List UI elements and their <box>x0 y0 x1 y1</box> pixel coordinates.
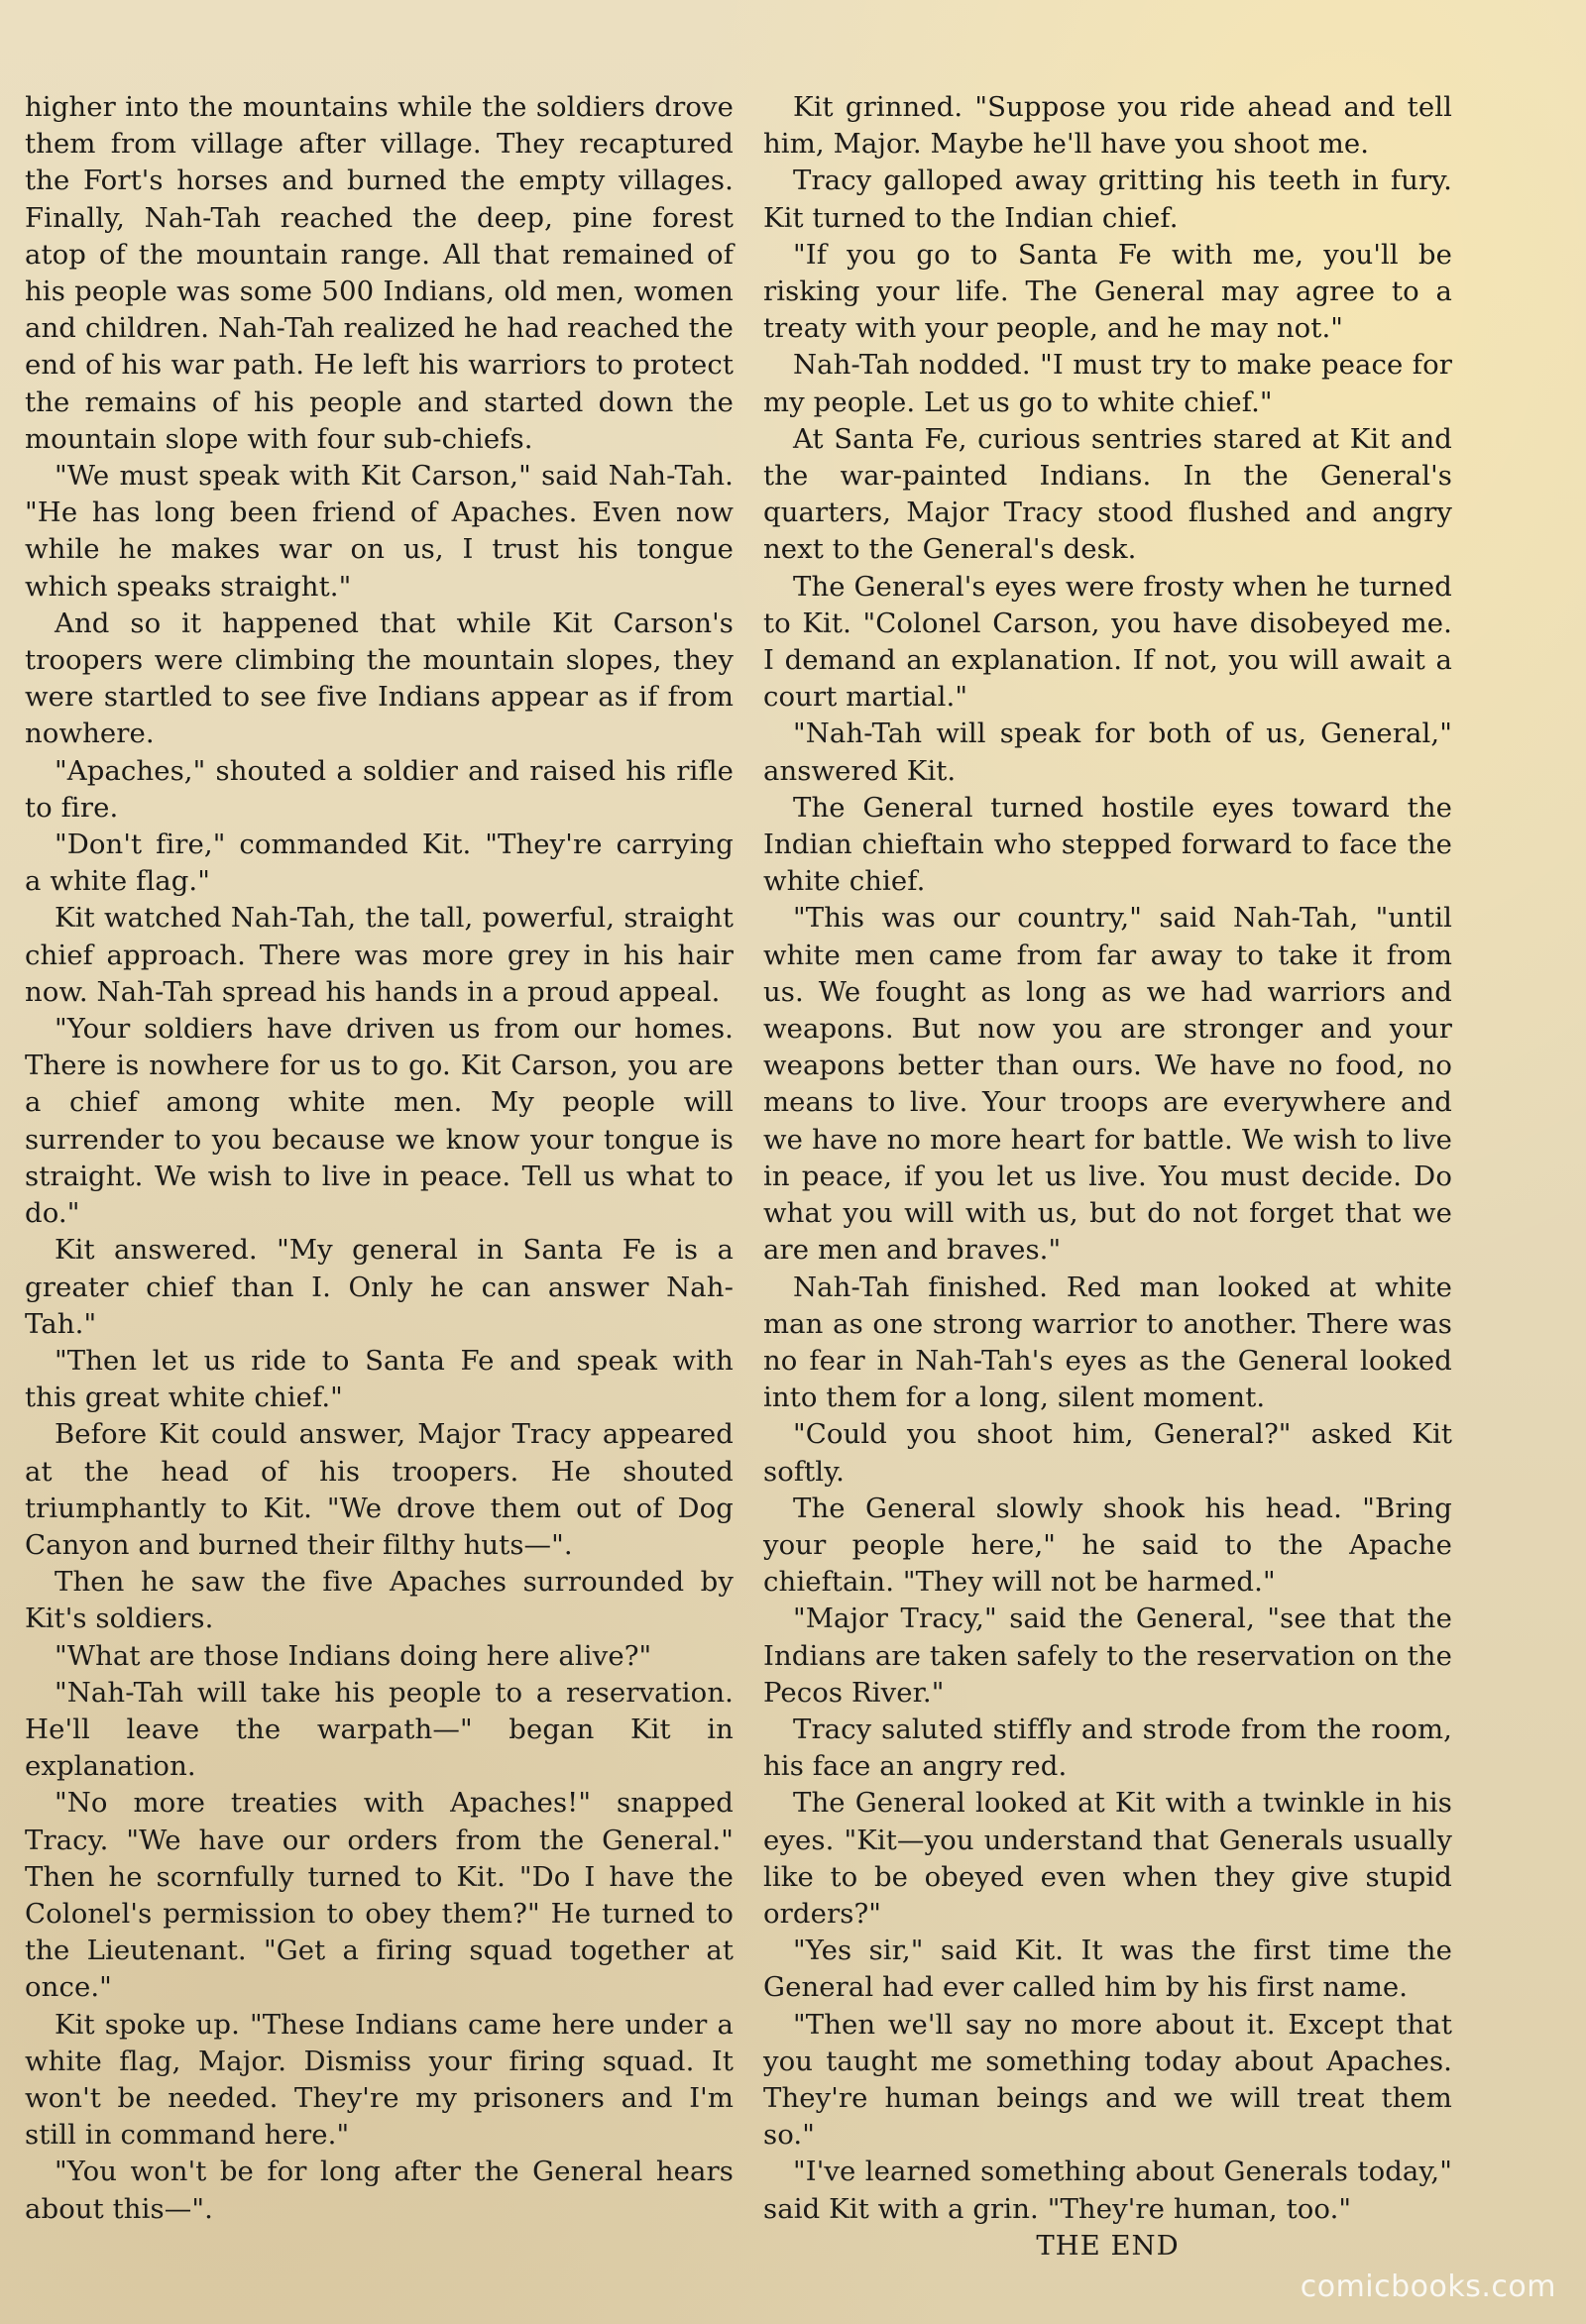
paragraph: "Major Tracy," said the General, "see that the Indians are taken safely to the reservation on the Pecos River." <box>763 1603 1452 1709</box>
the-end-label: THE END <box>1036 2229 1180 2262</box>
paragraph: At Santa Fe, curious sentries stared at Kit and the war-painted Indians. In the General's quarters, Major Tracy stood flushed and angry next to the General's desk. <box>763 422 1452 566</box>
right-text-column <box>763 89 1452 2265</box>
paragraph: Nah-Tah nodded. "I must try to make peace for my people. Let us go to white chief." <box>763 349 1452 418</box>
paragraph: "This was our country," said Nah-Tah, "until white men came from far away to take it from us. We fought as long as we had warriors and weapons. But now you are stronger and your weapons better than ours. We have no food, no means to live. Your troops are everywhere and we have no more heart for battle. We wish to live in peace, if you let us live. You must decide. Do what you will with us, but do not forget that we are men and braves." <box>763 902 1452 1267</box>
paragraph: Kit spoke up. "These Indians came here under a white flag, Major. Dismiss your firing squad. It won't be needed. They're my prisoners and I'm still in command here." <box>25 2008 734 2152</box>
paragraph: higher into the mountains while the soldiers drove them from village after village. They recaptured the Fort's horses and burned the empty villages. Finally, Nah-Tah reached the deep, pine forest atop of the mountain range. All that remained of his people was some 500 Indians, old men, women and children. Nah-Tah realized he had reached the end of his war path. He left his warriors to protect the remains of his people and started down the mountain slope with four sub-chiefs. <box>25 91 734 455</box>
paragraph: Then he saw the five Apaches surrounded by Kit's soldiers. <box>25 1566 734 1635</box>
paragraph: "Could you shoot him, General?" asked Kit softly. <box>763 1418 1452 1488</box>
site-watermark: comicbooks.com <box>1300 2269 1556 2304</box>
paragraph: "Yes sir," said Kit. It was the first time the General had ever called him by his first name. <box>763 1935 1452 2004</box>
paragraph: The General slowly shook his head. "Bring your people here," he said to the Apache chieftain. "They will not be harmed." <box>763 1492 1452 1599</box>
paragraph: "I've learned something about Generals today," said Kit with a grin. "They're human, too." <box>763 2156 1452 2225</box>
paragraph: The General's eyes were frosty when he turned to Kit. "Colonel Carson, you have disobeyed me. I demand an explanation. If not, you will await a court martial." <box>763 570 1452 714</box>
paragraph: The General looked at Kit with a twinkle in his eyes. "Kit—you understand that Generals usually like to be obeyed even when they give stupid orders?" <box>763 1787 1452 1930</box>
paragraph: The General turned hostile eyes toward the Indian chieftain who stepped forward to face the white chief. <box>763 791 1452 898</box>
paragraph: Kit answered. "My general in Santa Fe is a greater chief than I. Only he can answer Nah-Tah." <box>25 1234 734 1340</box>
paragraph: Tracy saluted stiffly and strode from the room, his face an angry red. <box>763 1713 1452 1783</box>
paragraph: "We must speak with Kit Carson," said Nah-Tah. "He has long been friend of Apaches. Even now while he makes war on us, I trust his tongue which speaks straight." <box>25 460 734 603</box>
left-text-column <box>25 89 734 2228</box>
paragraph: "You won't be for long after the General hears about this—". <box>25 2156 734 2225</box>
paragraph: Nah-Tah finished. Red man looked at white man as one strong warrior to another. There was no fear in Nah-Tah's eyes as the General looked into them for a long, silent moment. <box>763 1271 1452 1414</box>
paragraph: "Nah-Tah will speak for both of us, General," answered Kit. <box>763 718 1452 787</box>
paragraph: "Then let us ride to Santa Fe and speak with this great white chief." <box>25 1344 734 1414</box>
paragraph: "Nah-Tah will take his people to a reservation. He'll leave the warpath—" began Kit in explanation. <box>25 1676 734 1783</box>
paragraph: Tracy galloped away gritting his teeth in fury. Kit turned to the Indian chief. <box>763 165 1452 234</box>
paragraph: "Your soldiers have driven us from our homes. There is nowhere for us to go. Kit Carson, you are a chief among white men. My people will surrender to you because we know your tongue is straight. We wish to live in peace. Tell us what to do." <box>25 1013 734 1230</box>
paragraph: "Then we'll say no more about it. Except that you taught me something today about Apaches. They're human beings and we will treat them so." <box>763 2008 1452 2152</box>
paragraph: Kit watched Nah-Tah, the tall, powerful, straight chief approach. There was more grey in his hair now. Nah-Tah spread his hands in a proud appeal. <box>25 902 734 1008</box>
paragraph: "No more treaties with Apaches!" snapped Tracy. "We have our orders from the General." Then he scornfully turned to Kit. "Do I have the Colonel's permission to obey them?" He turned to the Lieutenant. "Get a firing squad together at once." <box>25 1787 734 2004</box>
paragraph: "If you go to Santa Fe with me, you'll be risking your life. The General may agree to a treaty with your people, and he may not." <box>763 238 1452 345</box>
paragraph: "Don't fire," commanded Kit. "They're carrying a white flag." <box>25 829 734 898</box>
paragraph: Kit grinned. "Suppose you ride ahead and tell him, Major. Maybe he'll have you shoot me. <box>763 91 1452 161</box>
paragraph: And so it happened that while Kit Carson's troopers were climbing the mountain slopes, they were startled to see five Indians appear as if from nowhere. <box>25 607 734 750</box>
paragraph: Before Kit could answer, Major Tracy appeared at the head of his troopers. He shouted triumphantly to Kit. "We drove them out of Dog Canyon and burned their filthy huts—". <box>25 1418 734 1561</box>
paragraph: "Apaches," shouted a soldier and raised his rifle to fire. <box>25 754 734 824</box>
paragraph: "What are those Indians doing here alive?" <box>55 1639 652 1672</box>
